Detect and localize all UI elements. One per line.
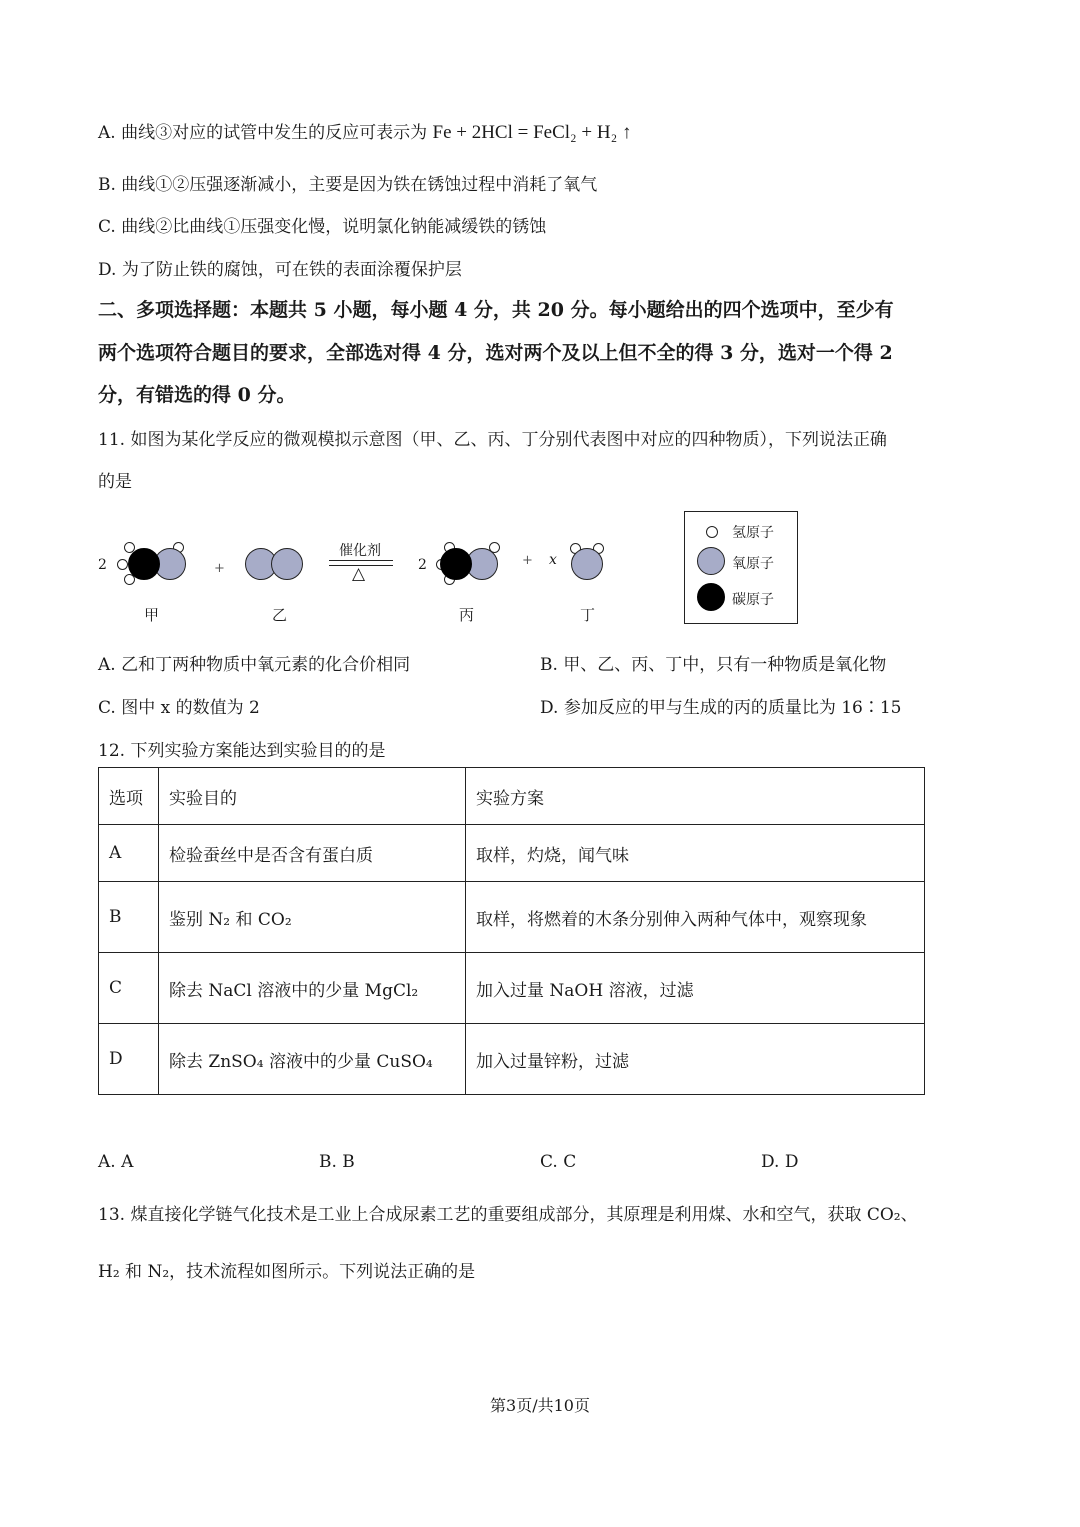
- coef-bing: 2: [418, 557, 427, 573]
- table-row: [99, 825, 925, 882]
- q10-option-a-text: A. 曲线③对应的试管中发生的反应可表示为: [98, 123, 428, 143]
- section2-line2: 两个选项符合题目的要求，全部选对得 4 分，选对两个及以上但不全的得 3 分，选对一个得 2: [98, 342, 893, 364]
- q11-stem-line2: 的是: [98, 472, 132, 492]
- q11-option-a: A. 乙和丁两种物质中氧元素的化合价相同: [98, 655, 411, 675]
- plus-sign: +: [522, 553, 533, 568]
- q11-stem-line1: 11. 如图为某化学反应的微观模拟示意图（甲、乙、丙、丁分别代表图中对应的四种物质），下列说法正确: [98, 430, 887, 450]
- row-plan: 加入过量锌粉，过滤: [466, 1024, 925, 1095]
- row-purpose: 除去 ZnSO₄ 溶液中的少量 CuSO₄: [159, 1024, 466, 1095]
- row-option: C: [99, 953, 159, 1024]
- hydrogen-legend-icon: [706, 526, 718, 538]
- q11-option-b: B. 甲、乙、丙、丁中，只有一种物质是氧化物: [540, 655, 887, 675]
- row-purpose: 鉴别 N₂ 和 CO₂: [159, 882, 466, 953]
- row-purpose: 检验蚕丝中是否含有蛋白质: [159, 825, 466, 882]
- coef-ding: x: [549, 552, 557, 568]
- carbon-atom: [440, 548, 472, 580]
- hydrogen-atom: [117, 559, 128, 570]
- row-option: D: [99, 1024, 159, 1095]
- q13-stem-line1: 13. 煤直接化学链气化技术是工业上合成尿素工艺的重要组成部分，其原理是利用煤、水和空气，获取 CO₂、: [98, 1205, 918, 1225]
- table-header-row: [99, 768, 925, 825]
- label-jia: 甲: [144, 606, 160, 624]
- q10-option-a-formula: Fe + 2HCl = FeCl₂ + H₂ ↑: [432, 122, 632, 143]
- q11-option-d: D. 参加反应的甲与生成的丙的质量比为 16∶15: [540, 698, 902, 718]
- header-plan: 实验方案: [466, 768, 925, 825]
- oxygen-atom: [271, 548, 303, 580]
- q10-option-d: D. 为了防止铁的腐蚀，可在铁的表面涂覆保护层: [98, 260, 462, 280]
- q13-stem-line2: H₂ 和 N₂，技术流程如图所示。下列说法正确的是: [98, 1262, 476, 1282]
- q12-choice-a: A. A: [98, 1152, 134, 1172]
- table-row: [99, 1024, 925, 1095]
- header-purpose: 实验目的: [159, 768, 466, 825]
- q12-stem: 12. 下列实验方案能达到实验目的的是: [98, 741, 386, 761]
- row-plan: 加入过量 NaOH 溶液，过滤: [466, 953, 925, 1024]
- q12-choice-d: D. D: [761, 1152, 799, 1172]
- plus-sign: +: [214, 561, 225, 576]
- q12-choice-c: C. C: [540, 1152, 577, 1172]
- coef-jia: 2: [98, 557, 107, 573]
- row-plan: 取样，将燃着的木条分别伸入两种气体中，观察现象: [466, 882, 925, 953]
- oxygen-atom: [571, 548, 603, 580]
- legend-oxygen-label: 氧原子: [732, 556, 774, 572]
- q10-option-c: C. 曲线②比曲线①压强变化慢，说明氯化钠能减缓铁的锈蚀: [98, 217, 547, 237]
- label-ding: 丁: [580, 606, 596, 624]
- carbon-atom: [128, 548, 160, 580]
- q12-choice-b: B. B: [319, 1152, 355, 1172]
- row-plan: 取样，灼烧，闻气味: [466, 825, 925, 882]
- experiment-table: [98, 767, 925, 1095]
- row-option: A: [99, 825, 159, 882]
- label-bing: 丙: [459, 606, 475, 624]
- row-option: B: [99, 882, 159, 953]
- label-yi: 乙: [272, 606, 288, 624]
- heat-symbol: △: [352, 564, 366, 584]
- catalyst-label: 催化剂: [339, 543, 381, 559]
- atom-legend: [684, 511, 798, 624]
- page-footer: 第3页/共10页: [490, 1396, 590, 1415]
- q10-option-b: B. 曲线①②压强逐渐减小，主要是因为铁在锈蚀过程中消耗了氧气: [98, 175, 598, 195]
- carbon-legend-icon: [697, 583, 725, 611]
- legend-carbon-label: 碳原子: [732, 592, 774, 608]
- q10-option-a: [98, 118, 632, 144]
- table-row: [99, 953, 925, 1024]
- oxygen-legend-icon: [697, 547, 725, 575]
- header-option: 选项: [99, 768, 159, 825]
- section2-line1: 二、多项选择题：本题共 5 小题，每小题 4 分，共 20 分。每小题给出的四个选项中，至少有: [98, 299, 894, 321]
- q11-option-c: C. 图中 x 的数值为 2: [98, 698, 260, 718]
- legend-hydrogen-label: 氢原子: [732, 525, 774, 541]
- row-purpose: 除去 NaCl 溶液中的少量 MgCl₂: [159, 953, 466, 1024]
- equals-line-top: [329, 560, 393, 561]
- section2-line3: 分，有错选的得 0 分。: [98, 384, 296, 406]
- table-row: [99, 882, 925, 953]
